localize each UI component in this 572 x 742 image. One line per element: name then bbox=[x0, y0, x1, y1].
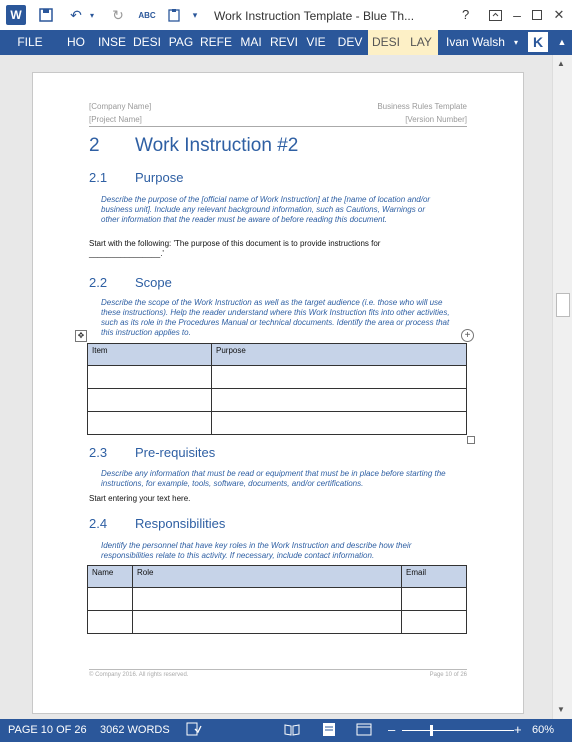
tab-design[interactable]: DESI bbox=[132, 35, 161, 49]
maximize-icon[interactable] bbox=[528, 5, 546, 25]
add-column-icon[interactable]: + bbox=[461, 329, 474, 342]
minimize-icon[interactable]: – bbox=[513, 7, 521, 23]
read-mode-icon[interactable] bbox=[284, 723, 300, 739]
table-cell[interactable] bbox=[88, 389, 212, 412]
footer-copyright: © Company 2016. All rights reserved. bbox=[89, 672, 189, 678]
table-cell[interactable] bbox=[88, 412, 212, 435]
document-page bbox=[32, 72, 524, 714]
tab-table-design[interactable]: DESI bbox=[368, 30, 404, 55]
table-resize-handle[interactable] bbox=[467, 436, 475, 444]
user-name[interactable]: Ivan Walsh bbox=[446, 35, 505, 49]
table-cell[interactable] bbox=[212, 412, 467, 435]
page-indicator[interactable]: PAGE 10 OF 26 bbox=[8, 724, 87, 736]
section-number-2-1: 2.1 bbox=[89, 170, 108, 185]
header-rule bbox=[89, 126, 467, 127]
zoom-slider-thumb[interactable] bbox=[430, 725, 433, 736]
tab-review[interactable]: REVI bbox=[269, 35, 298, 49]
scroll-down-icon[interactable]: ▼ bbox=[557, 705, 565, 714]
table-header-item: Item bbox=[88, 344, 212, 366]
heading-number: 2 bbox=[89, 135, 100, 156]
help-button[interactable]: ? bbox=[462, 7, 470, 22]
responsibilities-instructions: Identify the personnel that have key roles in the Work Instruction and describe how their responsibilities relate to this activity. If necessary, include contact information. bbox=[101, 541, 412, 560]
header-version-number: [Version Number] bbox=[405, 115, 467, 124]
customize-toolbar-icon[interactable]: ▾ bbox=[192, 9, 198, 20]
tab-references[interactable]: REFE bbox=[199, 35, 232, 49]
section-title-scope: Scope bbox=[135, 275, 172, 290]
clipboard-icon[interactable] bbox=[164, 5, 184, 25]
scope-instructions: Describe the scope of the Work Instruction as well as the target audience (i.e. those who will use these instructions). Help the reader understand where this Work Instruction fits into other activities, such as its role in the Procedures Manual or technical documents. Identify the area or process that this instruction applies to. bbox=[101, 298, 450, 337]
word-count[interactable]: 3062 WORDS bbox=[100, 724, 170, 736]
scrollbar-thumb[interactable] bbox=[556, 293, 570, 317]
ribbon-tab-bar bbox=[0, 30, 572, 55]
header-project-name: [Project Name] bbox=[89, 115, 142, 124]
table-row bbox=[88, 389, 467, 412]
table-cell[interactable] bbox=[133, 611, 402, 634]
tab-view[interactable]: VIE bbox=[306, 35, 326, 49]
table-header-name: Name bbox=[88, 566, 133, 588]
section-number-2-4: 2.4 bbox=[89, 516, 108, 531]
document-canvas bbox=[0, 55, 552, 719]
table-cell[interactable] bbox=[88, 366, 212, 389]
vertical-scrollbar[interactable] bbox=[552, 55, 572, 719]
tab-developer[interactable]: DEV bbox=[337, 35, 363, 49]
section-title-responsibilities: Responsibilities bbox=[135, 516, 226, 531]
tab-home[interactable]: HO bbox=[67, 35, 85, 49]
section-number-2-2: 2.2 bbox=[89, 275, 108, 290]
table-move-handle-icon[interactable]: ✥ bbox=[75, 330, 87, 342]
table-cell[interactable] bbox=[212, 366, 467, 389]
status-bar bbox=[0, 719, 572, 742]
zoom-out-icon[interactable]: – bbox=[388, 722, 396, 737]
prerequisites-body-text: Start entering your text here. bbox=[89, 494, 191, 503]
table-cell[interactable] bbox=[402, 611, 467, 634]
table-row bbox=[88, 588, 467, 611]
purpose-instructions: Describe the purpose of the [official name of Work Instruction] at the [name of location and/or business unit]. Include any relevant background information, such as Cautions, Warnings or other information that the reader must be aware of before reading this document. bbox=[101, 195, 431, 224]
purpose-blank-line: ________________.' bbox=[89, 249, 164, 258]
header-company-name: [Company Name] bbox=[89, 102, 152, 111]
section-title-purpose: Purpose bbox=[135, 170, 184, 185]
table-header-email: Email bbox=[402, 566, 467, 588]
tab-table-layout[interactable]: LAY bbox=[404, 30, 438, 55]
title-bar bbox=[0, 0, 572, 30]
print-layout-icon[interactable] bbox=[322, 722, 336, 740]
proofing-icon[interactable] bbox=[186, 722, 202, 739]
table-row bbox=[88, 611, 467, 634]
scope-table bbox=[87, 343, 467, 435]
page-title: Work Instruction #2 bbox=[135, 135, 299, 156]
footer-rule bbox=[89, 669, 467, 670]
scroll-up-icon[interactable]: ▲ bbox=[557, 59, 565, 68]
tab-page-layout[interactable]: PAG bbox=[168, 35, 194, 49]
zoom-level[interactable]: 60% bbox=[532, 724, 555, 736]
undo-dropdown-icon[interactable]: ▾ bbox=[89, 10, 94, 20]
section-title-prerequisites: Pre-requisites bbox=[135, 445, 216, 460]
tab-file[interactable]: FILE bbox=[0, 30, 60, 55]
zoom-in-icon[interactable]: + bbox=[514, 722, 522, 737]
tab-mailings[interactable]: MAI bbox=[240, 35, 262, 49]
table-row bbox=[88, 366, 467, 389]
section-number-2-3: 2.3 bbox=[89, 445, 108, 460]
ribbon-display-icon[interactable] bbox=[486, 5, 504, 25]
close-icon[interactable]: ✕ bbox=[553, 7, 565, 22]
purpose-body-text: Start with the following: 'The purpose of this document is to provide instructions for bbox=[89, 239, 381, 248]
web-layout-icon[interactable] bbox=[356, 722, 372, 740]
window-title: Work Instruction Template - Blue Th... bbox=[214, 9, 415, 23]
save-icon[interactable] bbox=[36, 5, 56, 25]
header-template-name: Business Rules Template bbox=[377, 102, 467, 111]
collapse-ribbon-icon[interactable]: ▲ bbox=[557, 37, 567, 47]
prerequisites-instructions: Describe any information that must be read or equipment that must be in place before starting the instructions, for example, tools, software, documents, and/or certifications. bbox=[101, 469, 446, 488]
responsibilities-table bbox=[87, 565, 467, 634]
footer-page-number: Page 10 of 26 bbox=[429, 672, 467, 678]
table-row bbox=[88, 412, 467, 435]
table-cell[interactable] bbox=[212, 389, 467, 412]
word-app-icon[interactable]: W bbox=[6, 5, 26, 25]
table-cell[interactable] bbox=[402, 588, 467, 611]
undo-icon[interactable]: ↶ bbox=[70, 6, 82, 23]
table-cell[interactable] bbox=[88, 611, 133, 634]
redo-icon[interactable]: ↻ bbox=[112, 6, 124, 23]
table-header-purpose: Purpose bbox=[212, 344, 467, 366]
table-cell[interactable] bbox=[88, 588, 133, 611]
user-menu-chevron-icon[interactable]: ▾ bbox=[513, 38, 518, 47]
spelling-icon[interactable]: ABC bbox=[138, 10, 156, 20]
zoom-slider[interactable] bbox=[402, 730, 514, 731]
table-header-role: Role bbox=[133, 566, 402, 588]
table-cell[interactable] bbox=[133, 588, 402, 611]
tab-insert[interactable]: INSE bbox=[97, 35, 126, 49]
avatar[interactable]: K bbox=[528, 32, 548, 52]
